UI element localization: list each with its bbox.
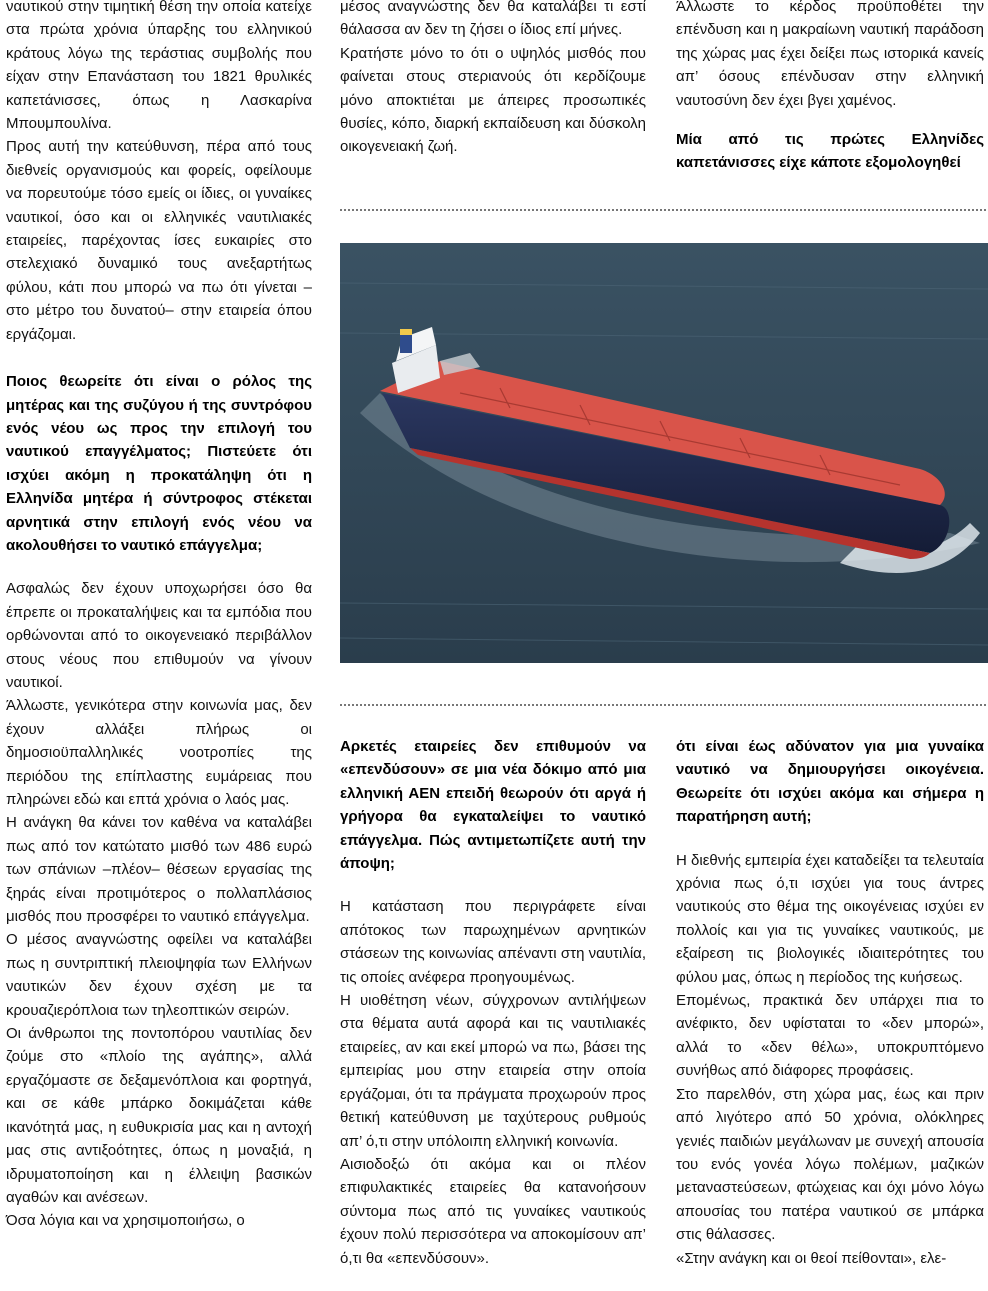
- column-right-bottom: [676, 735, 984, 1270]
- paragraph: Η διεθνής εμπειρία έχει καταδείξει τα τελευταία χρόνια πως ό,τι ισχύει για τους άντρες ναυτικούς στο θέμα της οικογένειας ισχύει εν πολλοίς και για τις γυναίκες ναυτικούς, με εξαίρεση τις βιολογικές ιδιαιτερότητες του φύλου μας, όπως η περίοδος της κυήσεως.: [676, 851, 984, 986]
- paragraph: Όσα λόγια και να χρησιμοποιήσω, ο: [6, 1212, 245, 1230]
- column-left: [6, 0, 312, 1233]
- paragraph: Άλλωστε, γενικότερα στην κοινωνία μας, δεν έχουν αλλάξει πλήρως οι δημοσιοϋπαλληλικές νοοτροπίες της περιόδου της επίπλαστης ευμάρειας που πληρώνει εδώ και επτά χρόνια ο λαός μας.: [6, 697, 312, 808]
- interview-question: Ποιος θεωρείτε ότι είναι ο ρόλος της μητέρας και της συζύγου ή της συντρόφου ενός νέου ως προς την επιλογή του ναυτικού επαγγέλματος; Πιστεύετε ότι ισχύει ακόμη η προκατάληψη ότι η Ελληνίδα μητέρα ή σύντροφος στέκεται αρνητικά στην επιλογή ενός νέου να ακολουθήσει το ναυτικό επάγγελμα;: [6, 373, 312, 554]
- interview-question: ότι είναι έως αδύνατον για μια γυναίκα ναυτικό να δημιουργήσει οικογένεια. Θεωρείτε ότι ισχύει ακόμα και σήμερα η παρατήρηση αυτή;: [676, 738, 984, 826]
- paragraph: μέσος αναγνώστης δεν θα καταλάβει τι εστί θάλασσα αν δεν τη ζήσει ο ίδιος επί μήνες.: [340, 0, 646, 39]
- column-right-top: [676, 0, 984, 175]
- paragraph: Προς αυτή την κατεύθυνση, πέρα από τους διεθνείς οργανισμούς και φορείς, οφείλουμε να πορευτούμε τόσο εμείς οι ίδιες, οι γυναίκες ναυτικοί, όσο και οι ελληνικές ναυτιλιακές εταιρείες, παρέχοντας ίσες ευκαιρίες στο στελεχιακό δυναμικό τους ανεξαρτήτως φύλου, κάτι που μπορώ να πω ότι γίνεται –στο μέτρο του δυνατού– στην εταιρεία όπου εργάζομαι.: [6, 138, 312, 343]
- interview-question: Αρκετές εταιρείες δεν επιθυμούν να «επενδύσουν» σε μια νέα δόκιμο από μια ελληνική ΑΕΝ επειδή θεωρούν ότι αργά ή γρήγορα θα εγκαταλείψει το ναυτικό επάγγελμα. Πώς αντιμετωπίζετε αυτή την άποψη;: [340, 738, 646, 873]
- paragraph: Αισιοδοξώ ότι ακόμα και οι πλέον επιφυλακτικές εταιρείες θα κατανοήσουν σύντομα πως από τις γυναίκες ναυτικούς έχουν πολύ περισσότερα να αποκομίσουν απ’ ό,τι θα «επενδύσουν».: [340, 1155, 646, 1267]
- paragraph: Η ανάγκη θα κάνει τον καθένα να καταλάβει πως από τον κατώτατο μισθό των 486 ευρώ των σπάνιων –πλέον– θέσεων εργασίας της ξηράς είναι προτιμότερος ο πολλαπλάσιος μισθός που προσφέρει το ναυτικό επάγγελμα.: [6, 814, 312, 926]
- paragraph: Κρατήστε μόνο το ότι ο υψηλός μισθός που φαίνεται στους στεριανούς ότι κερδίζουμε μόνο αποκτιέται με άπειρες προσωπικές θυσίες, κόπο, διαρκή εκπαίδευση και δύσκολη οικογενειακή ζωή.: [340, 44, 646, 156]
- paragraph: Η κατάσταση που περιγράφετε είναι απότοκος των παρωχημένων αρνητικών στάσεων της κοινωνίας απέναντι στη ναυτιλία, τις οποίες ανέφερα προηγουμένως.: [340, 898, 646, 986]
- paragraph: ναυτικού στην τιμητική θέση την οποία κατείχε στα πρώτα χρόνια ύπαρξης του ελληνικού κράτους λόγω της τεράστιας συμβολής που είχαν στην Επανάσταση του 1821 θρυλικές καπετάνισσες, όπως η Λασκαρίνα Μπουμπουλίνα.: [6, 0, 312, 133]
- paragraph: Οι άνθρωποι της ποντοπόρου ναυτιλίας δεν ζούμε στο «πλοίο της αγάπης», αλλά εργαζόμαστε σε δεξαμενόπλοια και φορτηγά, και σε κάθε μπάρκο δοκιμάζεται κάθε ικανότητά μας, η ευθυκρισία μας και η αντοχή μας στις αντιξοότητες, όπως η μοναξιά, η ιδρυματοποίηση και η έλλειψη βασικών αγαθών και ανέσεων.: [6, 1025, 312, 1206]
- dotted-divider-top: [340, 209, 986, 211]
- interview-question: Μία από τις πρώτες Ελληνίδες καπετάνισσες είχε κάποτε εξομολογηθεί: [676, 131, 984, 172]
- paragraph: Άλλωστε το κέρδος προϋποθέτει την επένδυση και η μακραίωνη ναυτική παράδοση της χώρας μας έχει δείξει πως ιστορικά κανείς απ’ όσους επένδυσαν στην ελληνική ναυτοσύνη δεν έχει βγει χαμένος.: [676, 0, 984, 109]
- paragraph: Στο παρελθόν, στη χώρα μας, έως και πριν από λιγότερο από 50 χρόνια, ολόκληρες γενιές παιδιών μεγάλωναν με συνεχή απουσία του ενός γονέα λόγω πολέμων, μαζικών μεταναστεύσεων, φτώχειας και όχι μόνο λόγω απουσίας του πατέρα ναυτικού σε μπάρκα στις θάλασσες.: [676, 1085, 984, 1244]
- tanker-ship-photo: [340, 243, 988, 663]
- ship-illustration: [340, 243, 988, 663]
- paragraph: Η υιοθέτηση νέων, σύγχρονων αντιλήψεων στα θέματα αυτά αφορά και τις ναυτιλιακές εταιρείες, αν και εκεί μπορώ να πω, βάσει της εμπειρίας μου στην εταιρεία στην οποία εργάζομαι, ότι τα πράγματα προχωρούν προς θετική κατεύθυνση με ταχύτερους ρυθμούς απ’ ό,τι στην υπόλοιπη ελληνική κοινωνία.: [340, 992, 646, 1150]
- paragraph: «Στην ανάγκη και οι θεοί πείθονται», ελε-: [676, 1249, 947, 1267]
- dotted-divider-bottom: [340, 704, 986, 706]
- paragraph: Ασφαλώς δεν έχουν υποχωρήσει όσο θα έπρεπε οι προκαταλήψεις και τα εμπόδια που ορθώνονται από το οικογενειακό περιβάλλον στους νέους που επιθυμούν να γίνουν ναυτικοί.: [6, 580, 312, 691]
- paragraph: Ο μέσος αναγνώστης οφείλει να καταλάβει πως η συντριπτική πλειοψηφία των Ελλήνων ναυτικών δεν έχουν σχέση με τα κρουαζιερόπλοια των τηλεοπτικών σειρών.: [6, 931, 312, 1019]
- column-middle-bottom: [340, 735, 646, 1270]
- column-middle-top: [340, 0, 646, 159]
- ship-funnel: [400, 335, 412, 353]
- paragraph: Επομένως, πρακτικά δεν υπάρχει πια το ανέφικτο, δεν υφίσταται το «δεν μπορώ», αλλά το «δεν θέλω», υποκρυπτόμενο συνήθως από διάφορες προφάσεις.: [676, 992, 984, 1080]
